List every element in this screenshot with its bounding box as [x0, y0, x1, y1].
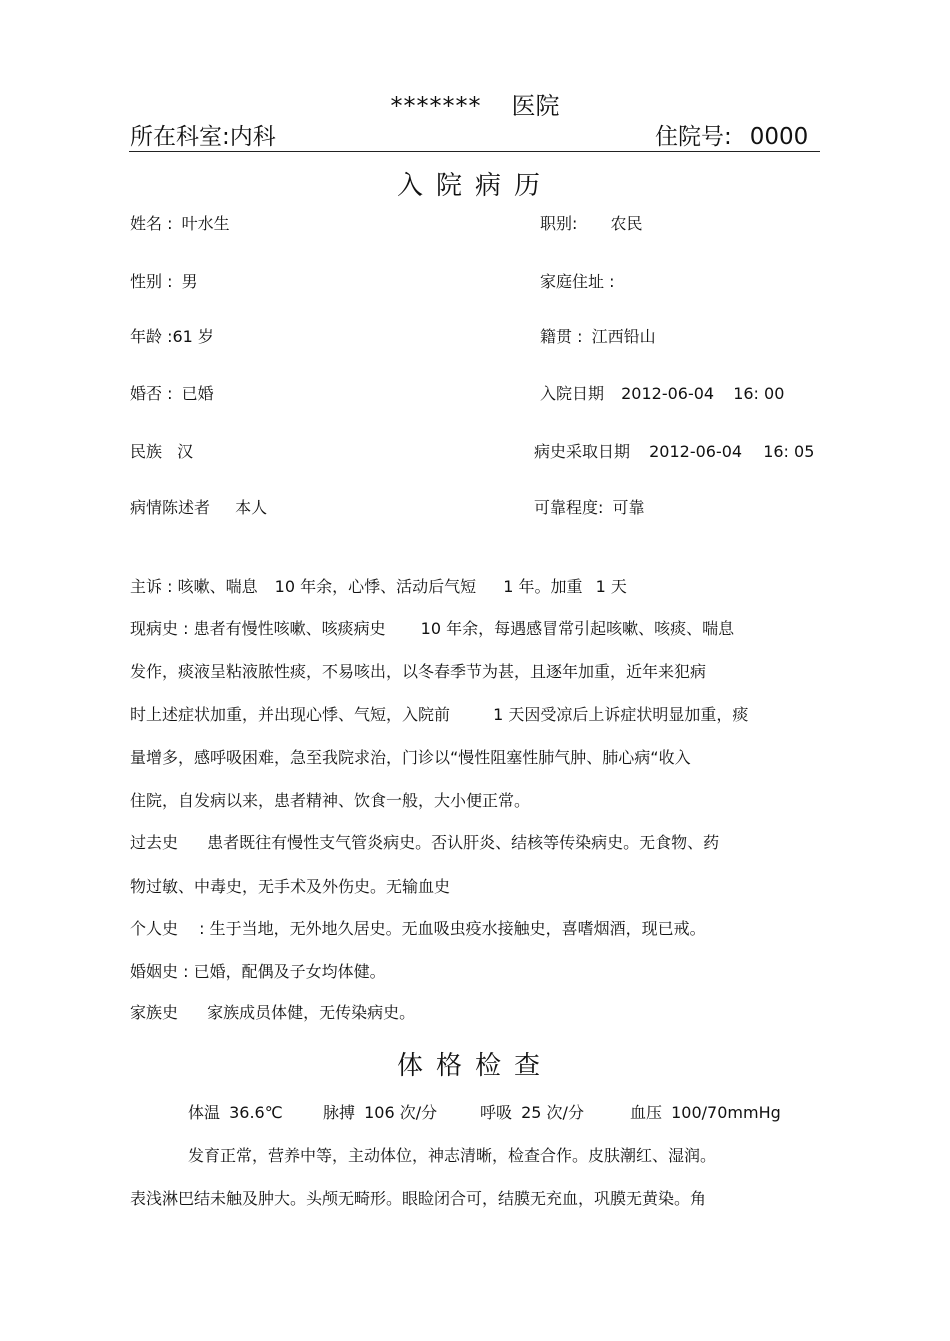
narrator-label: 病情陈述者 — [130, 498, 211, 517]
field-ethnicity — [130, 439, 193, 462]
name-value: 叶水生 — [181, 214, 230, 233]
admission-number — [655, 118, 808, 151]
personal-label: 个人史 — [130, 919, 179, 938]
gender-label: 性别 : — [130, 272, 173, 291]
field-occupation — [540, 211, 643, 234]
resp-value: 25 次/分 — [521, 1103, 584, 1122]
name-label: 姓名 : — [130, 214, 173, 233]
field-native-place — [540, 324, 656, 347]
field-reliability — [534, 495, 645, 518]
family-label: 家族史 — [130, 1003, 179, 1022]
history-date-value: 2012-06-04 — [649, 442, 743, 461]
native-value: 江西铅山 — [591, 327, 656, 346]
present-illness-line-5: 住院，自发病以来，患者精神、饮食一般，大小便正常。 — [130, 791, 531, 810]
header-divider — [129, 151, 820, 152]
hospital-name — [0, 86, 950, 121]
present-1b: 10 年余，每遇感冒常引起咳嗽、咳痰、喘息 — [420, 619, 735, 638]
field-narrator — [130, 495, 267, 518]
field-gender — [130, 269, 198, 292]
past-text-1: 患者既往有慢性支气管炎病史。否认肝炎、结核等传染病史。无食物、药 — [207, 833, 720, 852]
record-title: 入院病历 — [396, 171, 553, 201]
temp-value: 36.6℃ — [229, 1103, 283, 1122]
department — [130, 118, 276, 151]
history-time-value: 16: 05 — [763, 442, 815, 461]
admission-no-label: 住院号: — [655, 124, 732, 150]
bp-label: 血压 — [630, 1103, 663, 1122]
present-3b: 1 天因受凉后上诉症状明显加重，痰 — [493, 705, 749, 724]
present-illness-line-1 — [130, 616, 734, 639]
pulse-value: 106 次/分 — [364, 1103, 438, 1122]
vital-blood-pressure — [630, 1100, 781, 1123]
gender-value: 男 — [181, 272, 198, 291]
age-label: 年龄 : — [130, 327, 173, 346]
present-illness-line-4: 量增多，感呼吸困难，急至我院求治，门诊以“慢性阻塞性肺气肿、肺心病“收入 — [130, 748, 691, 767]
chief-complaint — [130, 574, 627, 597]
pulse-label: 脉搏 — [323, 1103, 356, 1122]
present-3a: 时上述症状加重，并出现心悸、气短，入院前 — [130, 705, 451, 724]
personal-text: : 生于当地，无外地久居史。无血吸虫疫水接触史，喜嗜烟酒，现已戒。 — [199, 919, 706, 938]
vital-pulse — [323, 1100, 437, 1123]
field-age — [130, 324, 214, 347]
narrator-value: 本人 — [235, 498, 268, 517]
department-value: 内科 — [229, 124, 276, 150]
past-history-line-2: 物过敏、中毒史，无手术及外伤史。无输血史 — [130, 877, 451, 896]
bp-value: 100/70mmHg — [671, 1103, 781, 1122]
ethnic-value: 汉 — [177, 442, 194, 461]
field-history-date — [534, 439, 814, 462]
chief-part-b: 10 年余，心悸、活动后气短 — [274, 577, 477, 596]
history-date-label: 病史采取日期 — [534, 442, 631, 461]
family-text: 家族成员体健，无传染病史。 — [207, 1003, 416, 1022]
hospital-word: 医院 — [511, 92, 560, 120]
resp-label: 呼吸 — [480, 1103, 513, 1122]
chief-part-a: 主诉 : 咳嗽、喘息 — [130, 577, 258, 596]
field-name — [130, 211, 230, 234]
present-illness-line-2: 发作，痰液呈粘液脓性痰，不易咳出，以冬春季节为甚，且逐年加重，近年来犯病 — [130, 662, 707, 681]
department-label: 所在科室: — [130, 124, 230, 150]
chief-part-d: 1 天 — [595, 577, 627, 596]
admit-time-value: 16: 00 — [733, 384, 785, 403]
reliability-value: 可靠 — [612, 498, 645, 517]
marital-label: 婚否 : — [130, 384, 173, 403]
family-history — [130, 1000, 415, 1023]
age-value: 61 岁 — [172, 327, 214, 346]
temp-label: 体温 — [188, 1103, 221, 1122]
exam-line-2: 表浅淋巴结未触及肿大。头颅无畸形。眼睑闭合可，结膜无充血，巩膜无黄染。角 — [130, 1189, 707, 1208]
native-label: 籍贯 : — [540, 327, 583, 346]
past-label: 过去史 — [130, 833, 179, 852]
address-label: 家庭住址 : — [540, 272, 615, 291]
occupation-value: 农民 — [610, 214, 643, 233]
field-marital — [130, 381, 214, 404]
occupation-label: 职别: — [540, 214, 578, 233]
reliability-label: 可靠程度: — [534, 498, 604, 517]
marriage-history: 婚姻史 : 已婚，配偶及子女均体健。 — [130, 962, 386, 981]
vital-temperature — [188, 1100, 283, 1123]
chief-part-c: 1 年。加重 — [503, 577, 583, 596]
field-admit-date — [540, 381, 784, 404]
exam-title: 体格检查 — [396, 1051, 553, 1081]
personal-history — [130, 916, 706, 939]
present-illness-line-3 — [130, 702, 748, 725]
ethnic-label: 民族 — [130, 442, 163, 461]
admit-date-label: 入院日期 — [540, 384, 605, 403]
admission-no-value: 0000 — [749, 124, 809, 150]
exam-line-1: 发育正常，营养中等，主动体位，神志清晰，检查合作。皮肤潮红、湿润。 — [188, 1146, 717, 1165]
hospital-stars: ******* — [390, 92, 482, 120]
admit-date-value: 2012-06-04 — [621, 384, 715, 403]
present-1a: 现病史 : 患者有慢性咳嗽、咳痰病史 — [130, 619, 386, 638]
marital-value: 已婚 — [181, 384, 214, 403]
past-history-line-1 — [130, 830, 719, 853]
field-address — [540, 269, 614, 292]
vital-respiration — [480, 1100, 584, 1123]
